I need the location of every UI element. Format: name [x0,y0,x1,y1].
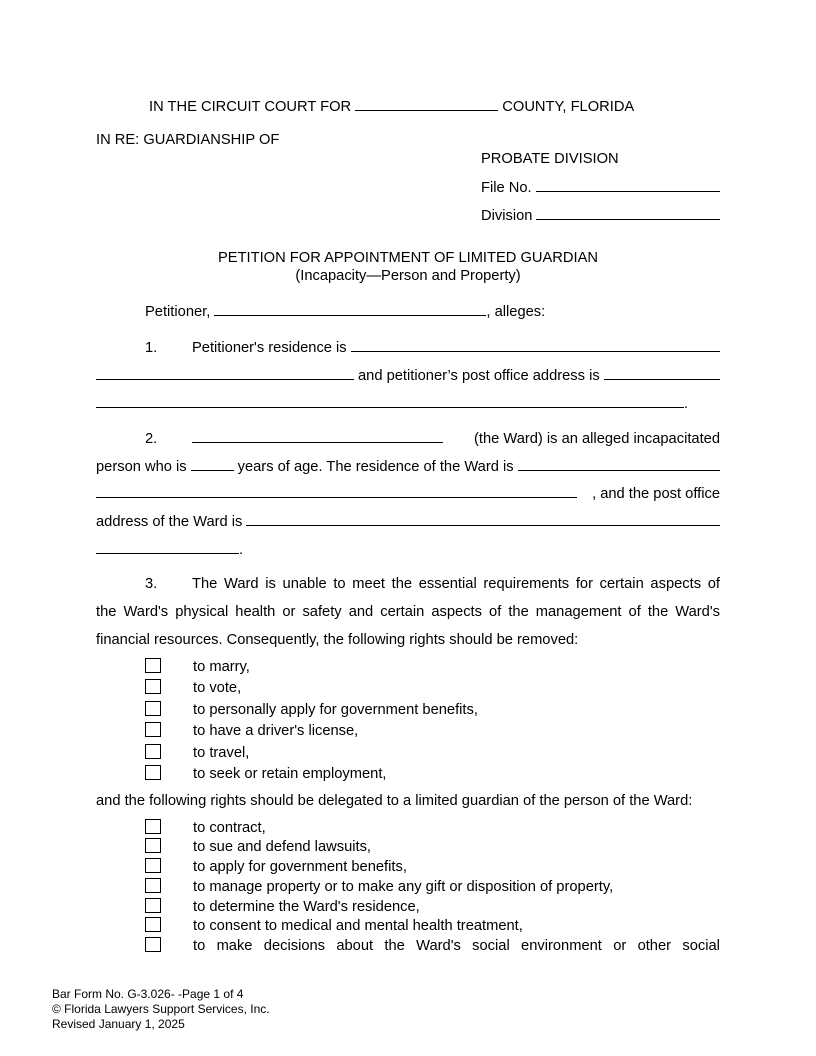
right-medical-treatment: to consent to medical and mental health treatment, [193,918,523,934]
para2-line5 [96,540,720,559]
checkbox-social-environment[interactable] [145,937,161,952]
right-travel: to travel, [193,745,250,761]
para2-age-prefix: person who is [96,459,187,475]
petitioner-label: Petitioner, [145,304,211,320]
ward-post-office-field[interactable] [246,512,720,526]
checkbox-drivers-license[interactable] [145,722,161,737]
word: to [193,938,206,954]
checkbox-residence[interactable] [145,898,161,913]
footer-copyright: © Florida Lawyers Support Services, Inc. [52,1002,270,1016]
para1-residence-text: Petitioner's residence is [192,340,347,356]
right-vote: to vote, [193,680,242,696]
para2-ward-text: (the Ward) is an alleged incapacitated [473,431,720,447]
right-marry: to marry, [193,659,250,675]
petitioner-line [145,302,545,321]
right-lawsuits: to sue and defend lawsuits, [193,839,371,855]
petition-subtitle: (Incapacity—Person and Property) [295,268,521,284]
petitioner-post-office-field-2[interactable] [96,394,684,408]
para3-line1 [96,575,720,593]
division-label: Division [481,208,533,224]
right-social-environment [193,937,720,955]
para2-line3 [96,484,720,503]
footer-form-no: Bar Form No. G-3.026- -Page 1 of 4 [52,987,244,1001]
checkbox-vote[interactable] [145,679,161,694]
right-employment: to seek or retain employment, [193,766,387,782]
word: the [384,938,405,954]
para3-line1-text: The Ward is unable to meet the essential requirements for certain aspects of [192,576,720,592]
para2-address-text: address of the Ward is [96,514,243,530]
word: social [682,938,720,954]
word: about [336,938,374,954]
checkbox-travel[interactable] [145,744,161,759]
word: Ward's [416,938,461,954]
probate-division-label: PROBATE DIVISION [481,151,619,167]
court-heading [149,97,634,116]
ward-post-office-field-2[interactable] [96,540,239,554]
file-no-field[interactable] [536,178,720,192]
court-prefix: IN THE CIRCUIT COURT FOR [149,99,352,115]
para3-line2: the Ward's physical health or safety and certain aspects of the management of the Ward's [96,604,720,620]
para2-line2 [96,457,720,476]
court-suffix: COUNTY, FLORIDA [502,99,635,115]
petitioner-residence-field-2[interactable] [96,366,354,380]
para1-line1 [96,338,720,357]
footer-revised: Revised January 1, 2025 [52,1017,185,1031]
petition-title: PETITION FOR APPOINTMENT OF LIMITED GUARDIAN [217,250,598,266]
alleges-text: , alleges: [486,304,546,320]
file-no-row [481,178,720,197]
right-contract: to contract, [193,820,266,836]
para2-post-office-text: , and the post office [592,486,720,502]
ward-name-field[interactable] [192,429,443,443]
para1-line2 [96,366,720,385]
petitioner-residence-field[interactable] [351,338,720,352]
para2-line1 [96,429,720,448]
para2-number: 2. [145,431,158,447]
para1-post-office-text: and petitioner’s post office address is [358,368,600,384]
para2-line4 [96,512,720,531]
in-re-label: IN RE: GUARDIANSHIP OF [96,132,280,148]
petitioner-name-field[interactable] [214,302,486,316]
right-drivers-license: to have a driver's license, [193,723,359,739]
delegated-intro: and the following rights should be delegated to a limited guardian of the person of the Ward: [96,793,693,809]
checkbox-manage-property[interactable] [145,878,161,893]
checkbox-contract[interactable] [145,819,161,834]
word: environment [521,938,602,954]
checkbox-personally-apply-benefits[interactable] [145,701,161,716]
para2-age-suffix: years of age. The residence of the Ward is [237,459,514,475]
word: decisions [263,938,326,954]
para3-line3: financial resources. Consequently, the following rights should be removed: [96,632,579,648]
right-residence: to determine the Ward's residence, [193,899,420,915]
para1-end: . [684,396,689,412]
ward-residence-field-2[interactable] [96,484,577,498]
word: other [637,938,672,954]
word: or [613,938,627,954]
division-row [481,206,720,225]
para3-number: 3. [145,576,158,592]
para1-line3 [96,394,720,413]
checkbox-lawsuits[interactable] [145,838,161,853]
para1-number: 1. [145,340,158,356]
word: make [216,938,253,954]
checkbox-apply-benefits[interactable] [145,858,161,873]
file-no-label: File No. [481,180,532,196]
right-apply-benefits: to apply for government benefits, [193,859,407,875]
checkbox-employment[interactable] [145,765,161,780]
right-personally-apply-benefits: to personally apply for government benefits, [193,702,478,718]
county-field[interactable] [355,97,498,111]
ward-residence-field[interactable] [518,457,720,471]
checkbox-marry[interactable] [145,658,161,673]
petitioner-post-office-field[interactable] [604,366,720,380]
ward-age-field[interactable] [191,457,234,471]
checkbox-medical-treatment[interactable] [145,917,161,932]
right-manage-property: to manage property or to make any gift or disposition of property, [193,879,614,895]
para2-end: . [239,542,244,558]
division-field[interactable] [536,206,720,220]
word: social [472,938,510,954]
